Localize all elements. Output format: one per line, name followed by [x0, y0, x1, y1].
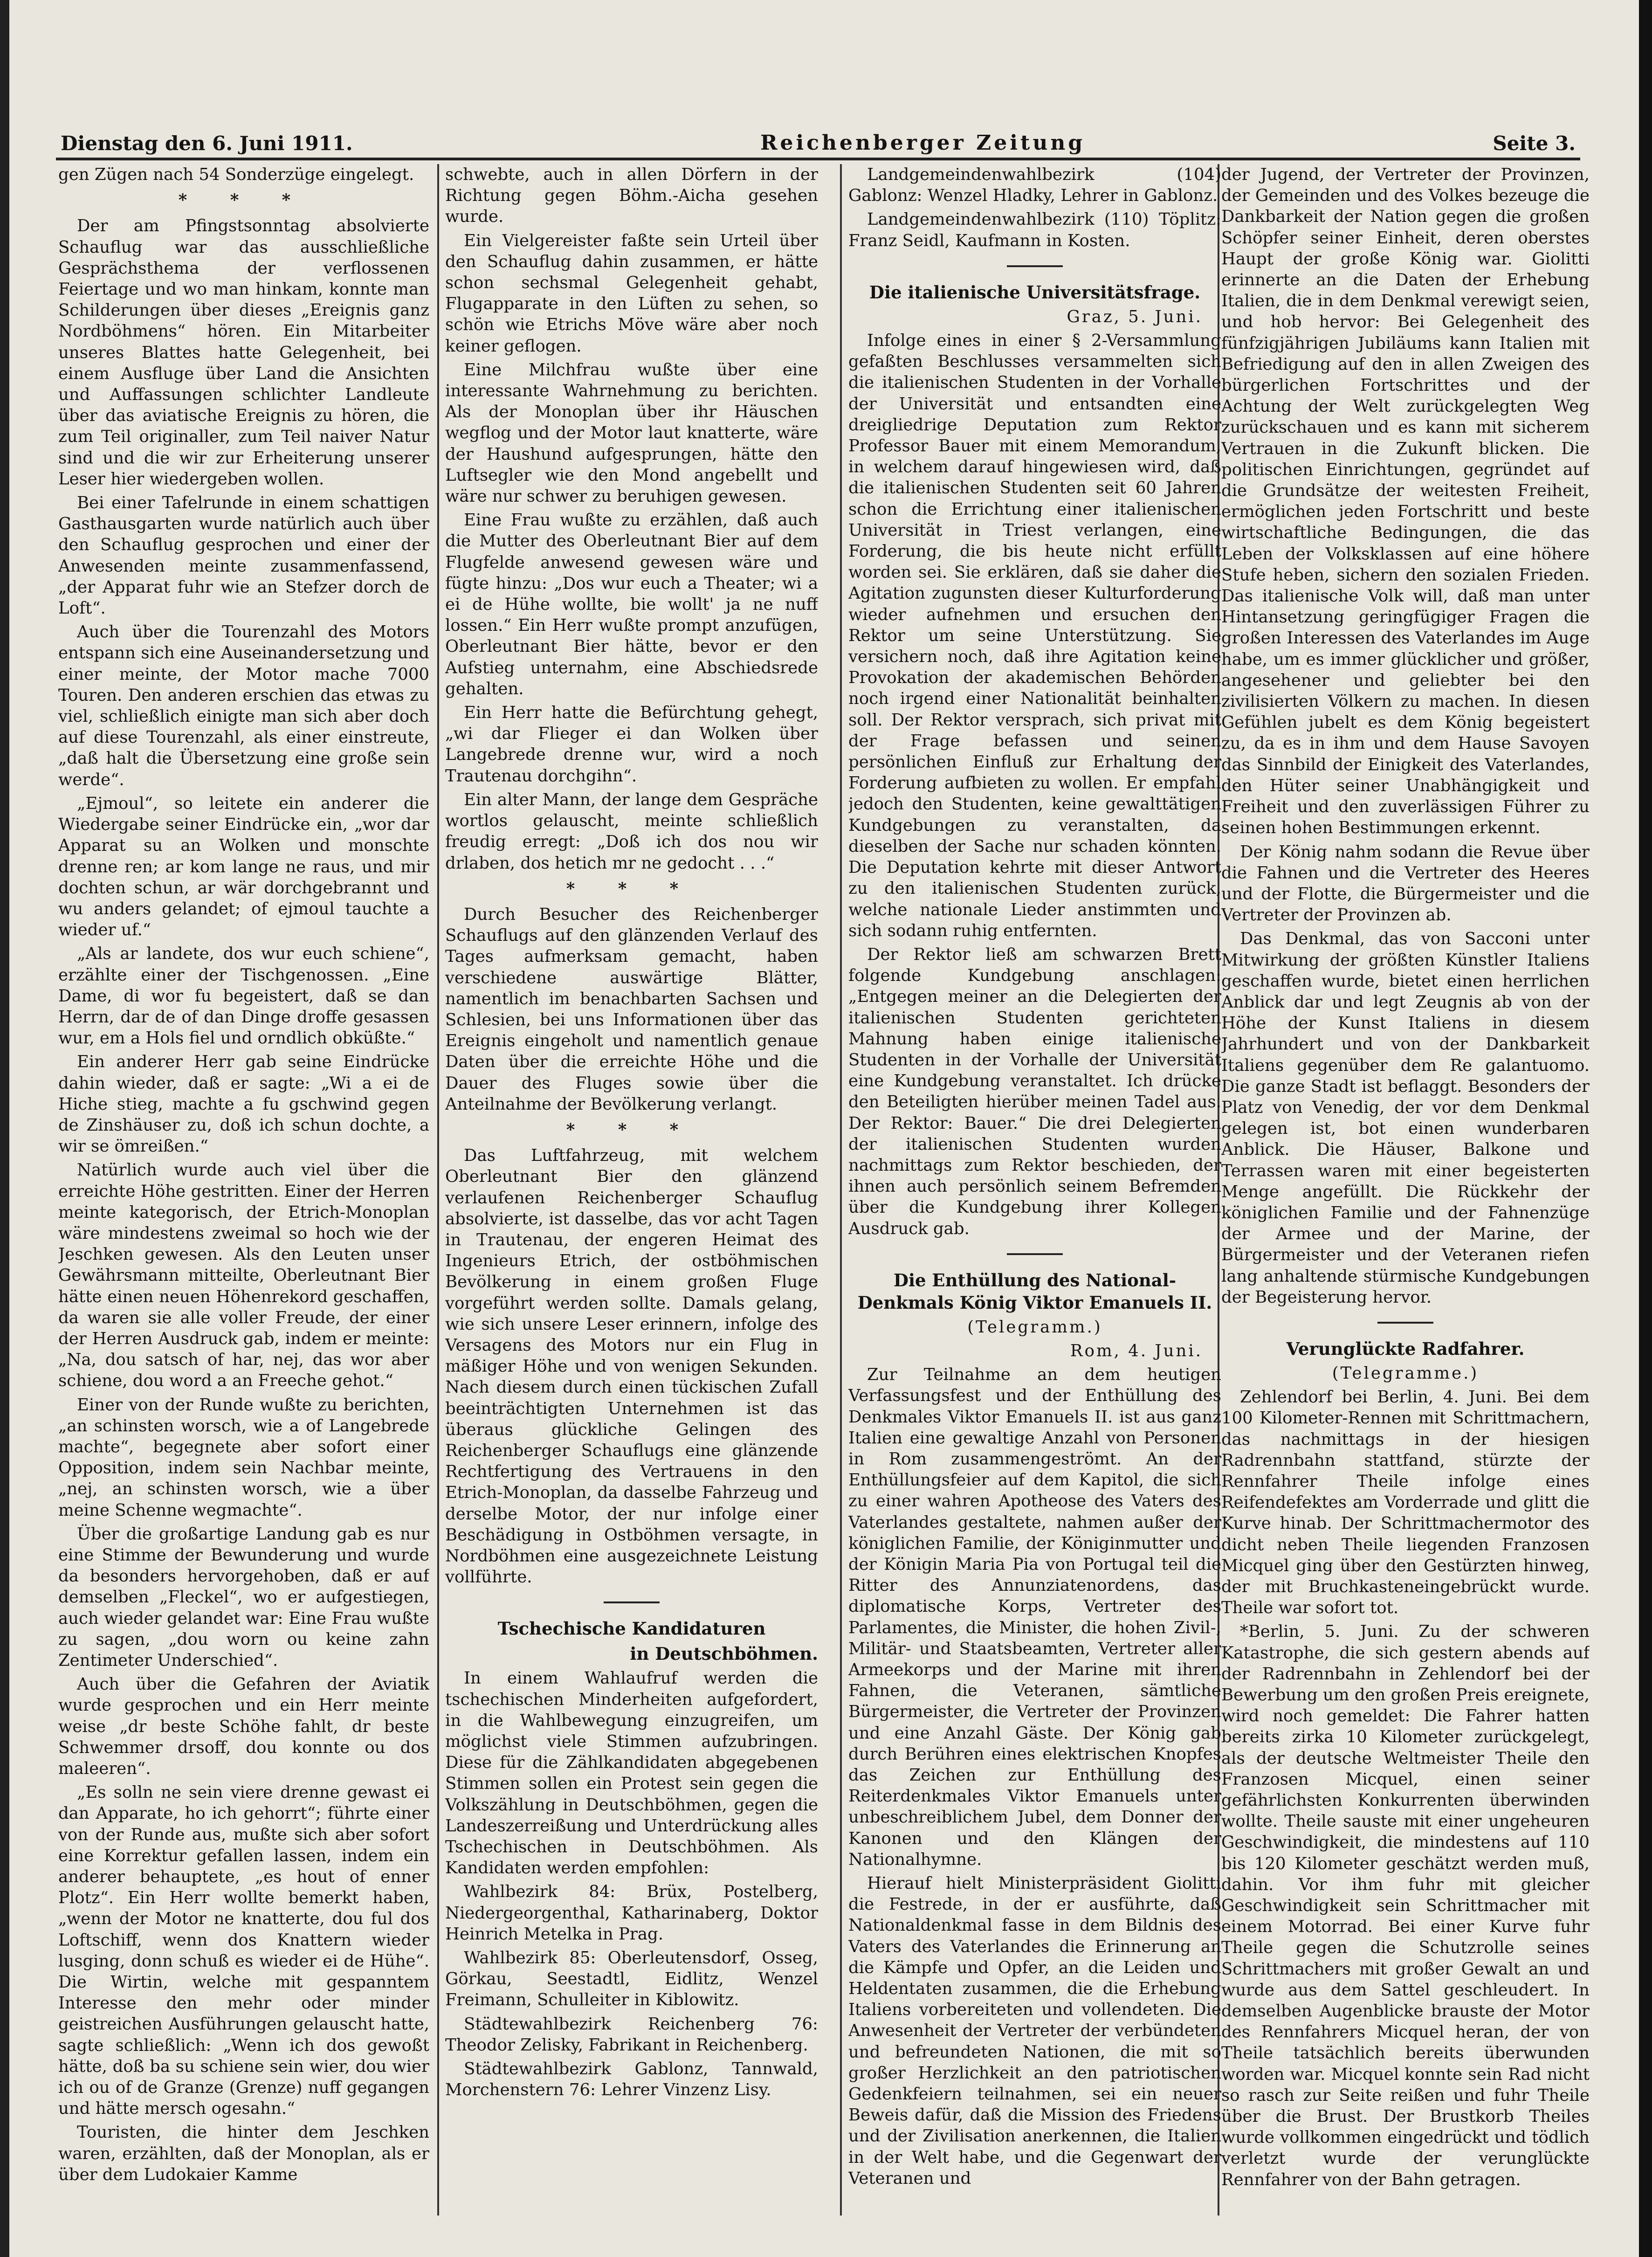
paragraph: Wahlbezirk 85: Oberleutensdorf, Osseg, Görkau, Seestadtl, Eidlitz, Wenzel Freimann, Schulleiter in Kiblowitz.	[445, 1948, 818, 2010]
paragraph: schwebte, auch in allen Dörfern in der Richtung gegen Böhm.-Aicha gesehen wurde.	[445, 165, 818, 227]
paragraph: „Als ar landete, dos wur euch schiene“, erzählte einer der Tischgenossen. „Eine Dame, di wor fu begeistert, daß se dan Herrn, dar de of dan Dinge droffe gesassen wur, em a Hols fiel und orndlich obküßte.“	[58, 944, 429, 1048]
paragraph: gen Zügen nach 54 Sonderzüge eingelegt.	[58, 165, 414, 184]
paragraph: Touristen, die hinter dem Jeschken waren, erzählten, daß der Monoplan, als er über dem Ludokaier Kamme	[58, 2123, 429, 2184]
column-rule-2	[840, 164, 842, 2216]
paragraph: Wahlbezirk 84: Brüx, Postelberg, Niedergeorgenthal, Katharinaberg, Doktor Heinrich Metelka in Prag.	[445, 1882, 818, 1944]
paragraph: Hierauf hielt Ministerpräsident Giolitti die Festrede, in der er ausführte, daß Nationaldenkmal fasse in dem Bildnis des Vaters des Vaterlandes die Erinnerung an die Kämpfe und Opfer, an die Leiden und Heldentaten zusammen, die die Erhebung Italiens vorbereiteten und vollendeten. Die Anwesenheit der Vertreter der verbündeten und befreundeten Nationen, die mit so großer Herzlichkeit an den patriotischen Gedenkfeiern teilnahmen, sei ein neuer Beweis dafür, daß die Mission des Friedens und der Zivilisation anerkennen, die Italien in der Welt habe, und die Gegenwart der Veteranen und	[848, 1874, 1221, 2188]
paragraph: Zehlendorf bei Berlin, 4. Juni. Bei dem 100 Kilometer-Rennen mit Schrittmachern, das nachmittags in der hiesigen Radrennbahn stattfand, stürzte der Rennfahrer Theile infolge eines Reifendefektes am Vorderrade und glitt die Kurve hinab. Der Schrittmachermotor des dicht neben Theile liegenden Franzosen Micquel ging über den Gestürzten hinweg, der mit Bruchkasteneingebrückt wurde. Theile war sofort tot.	[1221, 1387, 1590, 1618]
article-divider	[1007, 1253, 1063, 1255]
paragraph: Auch über die Gefahren der Aviatik wurde gesprochen und ein Herr meinte weise „dr beste Schöhe fahlt, dr beste Schwemmer drsoff, dou konnte ou dos maleeren“.	[58, 1675, 429, 1779]
paragraph: Städtewahlbezirk Reichenberg 76: Theodor Zelisky, Fabrikant in Reichenberg.	[445, 2014, 818, 2055]
paragraph: *Berlin, 5. Juni. Zu der schweren Katastrophe, die sich gestern abends auf der Radrennbahn in Zehlendorf bei der Bewerbung um den großen Preis ereignete, wird noch gemeldet: Die Fahrer hatten bereits zirka 10 Kilometer zurückgelegt, als der deutsche Weltmeister Theile den Franzosen Micquel, einen seiner gefährlichsten Konkurrenten überwinden wollte. Theile sauste mit einer ungeheuren Geschwindigkeit, die mindestens auf 110 bis 120 Kilometer geschätzt werden muß, dahin. Vor ihm fuhr mit gleicher Geschwindigkeit sein Schrittmacher mit einem Motorrad. Bei einer Kurve fuhr Theile gegen die Schutzrolle seines Schrittmachers mit großer Gewalt an und wurde aus dem Sattel geschleudert. In demselben Augenblicke brauste der Motor des Rennfahrers Micquel heran, der von Theile tatsächlich bereits überwunden worden war. Micquel konnte sein Rad nicht so rasch zur Seite reißen und fuhr Theile über die Brust. Der Brustkorb Theiles wurde vollkommen eingedrückt und tödlich verletzt wurde der verunglückte Rennfahrer von der Bahn getragen.	[1221, 1622, 1590, 2189]
paragraph: Natürlich wurde auch viel über die erreichte Höhe gestritten. Einer der Herren meinte kategorisch, der Etrich-Monoplan wäre mindestens zweimal so hoch wie der Jeschken gewesen. Als den Leuten unser Gewährsmann mitteilte, Oberleutnant Bier hätte einen neuen Höhenrekord geschaffen, da waren sie alle voller Freude, der einer der Herren Ausdruck gab, indem er meinte: „Na, dou satsch of har, nej, das wor aber schiene, dou word a an Freeche gehot.“	[58, 1160, 429, 1391]
paragraph: Landgemeindenwahlbezirk (104) Gablonz: Wenzel Hladky, Lehrer in Gablonz.	[848, 165, 1221, 206]
article-headline: Verunglückte Radfahrer.	[1286, 1338, 1525, 1359]
section-separator: * * *	[566, 1120, 697, 1139]
paragraph: Zur Teilnahme an dem heutigen Verfassungsfest und der Enthüllung des Denkmales Viktor Emanuels II. ist aus ganz Italien eine gewaltige Anzahl von Personen in Rom zusammengeströmt. An der Enthüllungsfeier auf dem Kapitol, die sich zu einer wahren Apotheose des Vaters des Vaterlandes gestaltete, nahmen außer der königlichen Familie, der Königinmutter und der Königin Maria Pia von Portugal teil die Ritter des Annunziatenordens, das diplomatische Korps, Vertreter des Parlamentes, die Minister, die hohen Zivil-, Militär- und Staatsbeamten, Vertreter aller Armeekorps und der Marine mit ihren Fahnen, die Veteranen, sämtliche Bürgermeister, die Vertreter der Provinzen und eine Anzahl Gäste. Der König gab durch Berühren eines elektrischen Knopfes das Zeichen zur Enthüllung des Reiterdenkmales Viktor Emanuels unter unbeschreiblichem Jubel, dem Donner der Kanonen und den Klängen der Nationalhymne.	[848, 1365, 1221, 1869]
paragraph: Der am Pfingstsonntag absolvierte Schauflug war das ausschließliche Gesprächsthema der verflossenen Feiertage und wo man hinkam, konnte man Schilderungen über dieses „Ereignis ganz Nordböhmens“ hören. Ein Mitarbeiter unseres Blattes hatte Gelegenheit, bei einem Ausfluge über Land die Ansichten und Auffassungen schlichter Landleute über das aviatische Ereignis zu hören, die zum Teil originaller, zum Teil naiver Natur sind und die wir zur Erheiterung unserer Leser hier wiedergeben wollen.	[58, 216, 429, 489]
paragraph: „Ejmoul“, so leitete ein anderer die Wiedergabe seiner Eindrücke ein, „wor dar Apparat su an Wolken und monschte drenne ren; ar kom lange ne raus, und mir dochten schun, ar wär dorchgebrannt und wu anders gelandet; of ejmoul tauchte a wieder uf.“	[58, 794, 429, 940]
paragraph: der Jugend, der Vertreter der Provinzen, der Gemeinden und des Volkes bezeuge die Dankbarkeit der Nation gegen die großen Schöpfer seiner Einheit, deren oberstes Haupt der große König war. Giolitti erinnerte an die Daten der Erhebung Italien, die in dem Denkmal verewigt seien, und hob hervor: Bei Gelegenheit des fünfzigjährigen Jubiläums kann Italien mit Befriedigung auf den in allen Zweigen des bürgerlichen Fortschrittes und der Achtung der Welt zurückgelegten Weg zurückschauen und es kann mit sicherem Vertrauen in die Zukunft blicken. Die politischen Einrichtungen, gegründet auf die Grundsätze der weitesten Freiheit, ermöglichen jeden Fortschritt und beste wirtschaftliche Bedingungen, die das Leben der Volksklassen auf eine höhere Stufe heben, sichern den sozialen Frieden. Das italienische Volk will, daß man unter Hintansetzung geringfügiger Fragen die großen Interessen des Vaterlandes im Auge habe, um es immer glücklicher und größer, angesehener und geliebter bei den zivilisierten Völkern zu machen. In diesen Gefühlen jubelt es dem König begeistert zu, da es in ihm und dem Hause Savoyen das Sinnbild der Einigkeit des Vaterlandes, den Hüter seiner Unabhängigkeit und Freiheit und den zuverlässigen Führer zu seinen hohen Bestimmungen erkennt.	[1221, 165, 1590, 838]
paragraph: Ein anderer Herr gab seine Eindrücke dahin wieder, daß er sagte: „Wi a ei de Hiche stieg, machte a fu gschwind gegen de Zinshäuser zu, doß ich schun dochte, a wir se ömreißen.“	[58, 1052, 429, 1156]
paragraph: „Es solln ne sein viere drenne gewast ei dan Apparate, ho ich gehorrt“; führte einer von der Runde aus, mußte sich aber sofort eine Korrektur gefallen lassen, indem ein anderer behauptete, „es hout of enner Plotz“. Ein Herr wollte bemerkt haben, „wenn der Motor ne knatterte, dou ful dos Loftschiff, wenn dos Knattern wieder lusging, donn schuß es wieder ei de Hühe“. Die Wirtin, welche mit gespanntem Interesse den mehr oder minder geistreichen Ausführungen gelauscht hatte, sagte schließlich: „Wenn ich dos gewoßt hätte, doß ba su schiene sein wier, dou wier ich ou of de Granze (Grenze) nuff gegangen und hätte mersch ogesahn.“	[58, 1783, 429, 2119]
column-3	[848, 164, 1221, 2229]
scan-left-edge	[0, 0, 9, 2257]
paragraph: In einem Wahlaufruf werden die tschechischen Minderheiten aufgefordert, in die Wahlbewegung einzugreifen, um möglichst viele Stimmen aufzubringen. Diese für die Zählkandidaten abgegebenen Stimmen sollen ein Protest sein gegen die Volkszählung in Deutschböhmen, gegen die Landeszerreißung und Unterdrückung alles Tschechischen in Deutschböhmen. Als Kandidaten werden empfohlen:	[445, 1669, 818, 1878]
paragraph: Einer von der Runde wußte zu berichten, „an schinsten worsch, wie a of Langebrede machte“, begegnete aber sofort einer Opposition, indem sein Nachbar meinte, „nej, an schinsten worsch, wie a über meine Schenne wegmachte“.	[58, 1395, 429, 1520]
scan-right-edge	[1639, 0, 1652, 2257]
paragraph: Über die großartige Landung gab es nur eine Stimme der Bewunderung und wurde da besonders hervorgehoben, daß er auf demselben „Fleckel“, wo er aufgestiegen, auch wieder gelandet war: Eine Frau wußte zu sagen, „dou worn ou keine zahn Zentimeter Underschied“.	[58, 1524, 429, 1670]
paragraph: Der Rektor ließ am schwarzen Brett folgende Kundgebung anschlagen: „Entgegen meiner an die Delegierten der italienischen Studenten gerichteten Mahnung haben einige italienische Studenten in der Vorhalle der Universität eine Kundgebung veranstaltet. Ich drücke den Beteiligten hierüber meinen Tadel aus. Der Rektor: Bauer.“ Die drei Delegierten der italienischen Studenten wurden nachmittags zum Rektor beschieden, der ihnen auch persönlich seinem Befremden über die Kundgebung ihrer Kollegen Ausdruck gab.	[848, 945, 1221, 1238]
paragraph: Der König nahm sodann die Revue über die Fahnen und die Vertreter des Heeres und der Flotte, die Bürgermeister und die Vertreter der Provinzen ab.	[1221, 842, 1590, 925]
dateline: Rom, 4. Juni.	[1070, 1341, 1203, 1360]
article-subheading: (Telegramme.)	[1332, 1363, 1479, 1383]
paragraph: Bei einer Tafelrunde in einem schattigen Gasthausgarten wurde natürlich auch über den Schauflug gesprochen und einer der Anwesenden meinte zusammenfassend, „der Apparat fuhr wie an Stefzer dorch de Loft“.	[58, 493, 429, 618]
paragraph: Ein Vielgereister faßte sein Urteil über den Schauflug dahin zusammen, er hätte schon sechsmal Gelegenheit gehabt, Flugapparate in den Lüften zu sehen, so schön wie Etrichs Möve wäre aber noch keiner geflogen.	[445, 231, 818, 356]
paragraph: Das Luftfahrzeug, mit welchem Oberleutnant Bier den glänzend verlaufenen Reichenberger Schauflug absolvierte, ist dasselbe, das vor acht Tagen in Trautenau, der engeren Heimat des Ingenieurs Etrich, der ostböhmischen Bevölkerung in einem großen Fluge vorgeführt werden sollte. Damals gelang, wie sich unsere Leser erinnern, infolge des Versagens des Motors nur ein Flug in mäßiger Höhe und von wenigen Sekunden. Nach diesem durch einen tückischen Zufall beeinträchtigten Unternehmen ist das überaus glückliche Gelingen des Reichenberger Schauflugs eine glänzende Rechtfertigung des Vertrauens in den Etrich-Monoplan, da dasselbe Fahrzeug und derselbe Motor, der nur infolge einer Beschädigung in Ostböhmen versagte, in Nordböhmen eine ausgezeichnete Leistung vollführte.	[445, 1146, 818, 1587]
section-separator: * * *	[178, 191, 310, 210]
section-separator: * * *	[566, 879, 697, 898]
paragraph: Städtewahlbezirk Gablonz, Tannwald, Morchenstern 76: Lehrer Vinzenz Lisy.	[445, 2059, 818, 2100]
paragraph: Auch über die Tourenzahl des Motors entspann sich eine Auseinandersetzung und einer meinte, der Motor mache 7000 Touren. Den anderen erschien das etwas zu viel, schließlich einigte man sich aber doch auf diese Tourenzahl, als einer einstreute, „daß halt die Übersetzung eine große sein werde“.	[58, 622, 429, 789]
paragraph: Ein alter Mann, der lange dem Gespräche wortlos gelauscht, meinte schließlich freudig erregt: „Doß ich dos nou wir drlaben, dos hetich mr ne gedocht . . .“	[445, 790, 818, 873]
paragraph: Durch Besucher des Reichenberger Schauflugs auf den glänzenden Verlauf des Tages aufmerksam gemacht, haben verschiedene auswärtige Blätter, namentlich im benachbarten Sachsen und Schlesien, bei uns Informationen über das Ereignis eingeholt und namentlich genaue Daten über die erreichte Höhe und die Dauer des Fluges sowie über die Anteilnahme der Bevölkerung verlangt.	[445, 904, 818, 1114]
header-rule	[56, 158, 1580, 160]
paragraph: Eine Milchfrau wußte über eine interessante Wahrnehmung zu berichten. Als der Monoplan über ihr Häuschen wegflog und der Motor laut knatterte, wäre der Haushund aufgesprungen, hätte den Luftsegler wie den Mond angebellt und wäre nur schwer zu beruhigen gewesen.	[445, 360, 818, 506]
article-headline-line2: in Deutschböhmen.	[630, 1643, 818, 1664]
article-headline: Die italienische Universitätsfrage.	[869, 282, 1201, 303]
paragraph: Landgemeindenwahlbezirk (110) Töplitz: Franz Seidl, Kaufmann in Kosten.	[848, 210, 1221, 250]
paragraph: Ein Herr hatte die Befürchtung gehegt, „wi dar Flieger ei dan Wolken über Langebrede drenne wur, wird a noch Trautenau dorchgihn“.	[445, 703, 818, 786]
article-divider	[604, 1601, 660, 1603]
column-rule-1	[437, 164, 439, 2216]
article-divider	[1007, 265, 1063, 267]
header-paper-name: Reichenberger Zeitung	[760, 131, 1086, 155]
paragraph: Das Denkmal, das von Sacconi unter Mitwirkung der größten Künstler Italiens geschaffen wurde, bietet einen herrlichen Anblick dar und legt Zeugnis ab von der Höhe der Kunst Italiens in diesem Jahrhundert und von der Dankbarkeit Italiens gegenüber dem Re galantuomo. Die ganze Stadt ist beflaggt. Besonders der Platz von Venedig, der vor dem Denkmal gelegen ist, bot einen wunderbaren Anblick. Die Häuser, Balkone und Terrassen waren mit einer begeisterten Menge angefüllt. Die Rückkehr der königlichen Familie und der Fahnenzüge der Armee und der Marine, der Bürgermeister und der Veteranen riefen lang anhaltende stürmische Kundgebungen der Begeisterung hervor.	[1221, 929, 1590, 1307]
header-date: Dienstag den 6. Juni 1911.	[61, 132, 353, 155]
column-4	[1221, 164, 1590, 2229]
dateline: Graz, 5. Juni.	[1067, 307, 1203, 326]
column-2	[445, 164, 818, 2229]
article-divider	[1377, 1322, 1433, 1324]
column-1	[58, 164, 429, 2229]
header-page-number: Seite 3.	[1493, 132, 1576, 155]
article-headline: Tschechische Kandidaturen	[497, 1618, 766, 1639]
article-subheading: (Telegramm.)	[967, 1317, 1102, 1337]
newspaper-page	[9, 0, 1639, 2257]
page-header	[61, 122, 1576, 155]
paragraph: Eine Frau wußte zu erzählen, daß auch die Mutter des Oberleutnant Bier auf dem Flugfelde anwesend gewesen wäre und fügte hinzu: „Dos wur euch a Theater; wi a ei de Hühe wollte, bie wollt' ja ne nuff lossen.“ Ein Herr wußte prompt anzufügen, Oberleutnant Bier hätte, bevor er den Aufstieg unternahm, eine Abschiedsrede gehalten.	[445, 511, 818, 698]
article-headline: Die Enthüllung des National-Denkmals König Viktor Emanuels II.	[857, 1270, 1212, 1313]
paragraph: Infolge eines in einer § 2-Versammlung gefaßten Beschlusses versammelten sich die italienischen Studenten in der Vorhalle der Universität und entsandten eine dreigliedrige Deputation zum Rektor Professor Bauer mit einem Memorandum, in welchem darauf hingewiesen wird, daß die italienischen Studenten seit 60 Jahren schon die Errichtung einer italienischen Universität in Triest verlangen, eine Forderung, die bis heute nicht erfüllt worden sei. Sie erklären, daß sie daher die Agitation zugunsten dieser Kulturforderung wieder aufnehmen und ersuchen den Rektor um seine Unterstützung. Sie versichern noch, daß ihre Agitation keine Provokation der akademischen Behörden noch irgend einer Nationalität beinhalten soll. Der Rektor versprach, sich privat mit der Frage befassen und seinen persönlichen Einfluß zur Erhaltung der Forderung aufbieten zu wollen. Er empfahl jedoch den Studenten, keine gewalttätigen Kundgebungen zu veranstalten, da dieselben der Sache nur schaden könnten. Die Deputation kehrte mit dieser Antwort zu den italienischen Studenten zurück, welche nationale Lieder anstimmten und sich sodann ruhig entfernten.	[848, 331, 1221, 940]
